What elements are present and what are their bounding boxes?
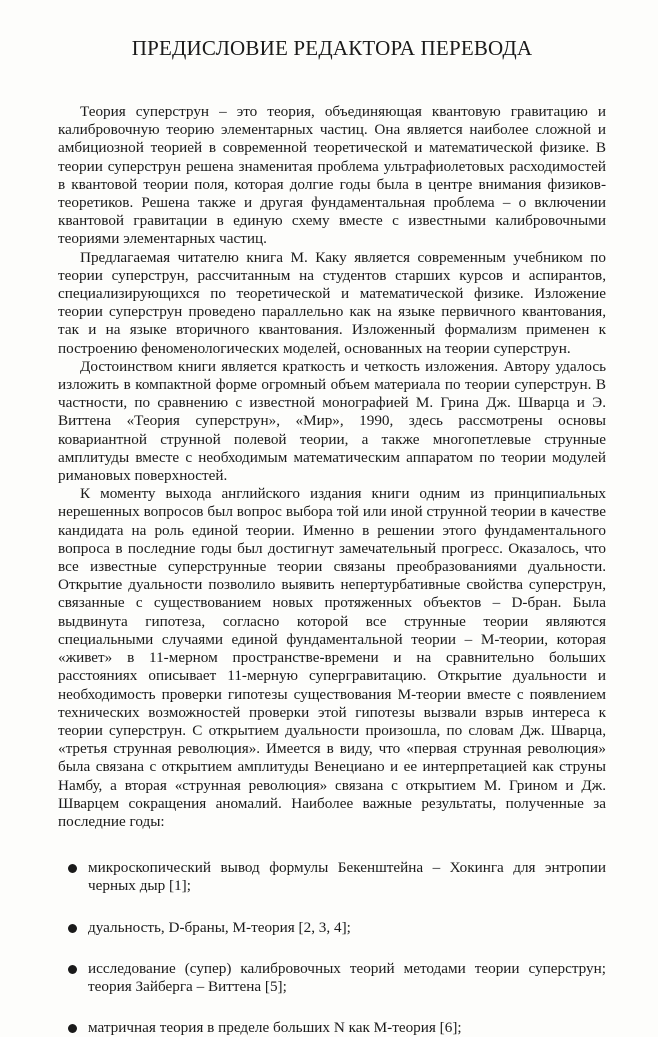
bullet-icon <box>68 924 77 933</box>
page-title: ПРЕДИСЛОВИЕ РЕДАКТОРА ПЕРЕВОДА <box>131 36 533 60</box>
bullet-icon <box>68 864 77 873</box>
list-item-text: исследование (супер) калибровочных теорий методами теории суперструн; теория Зайберга – Виттена [5]; <box>88 959 606 995</box>
list-item <box>68 960 606 996</box>
list-item <box>68 1019 606 1037</box>
paragraph-3: Достоинством книги является краткость и четкость изложения. Автору удалось изложить в компактной форме огромный объем материала по теории суперструн. В частности, по сравнению с известной монографией М. Грина Дж. Шварца и Э. Виттена «Теория суперструн», «Мир», 1990, здесь рассмотрены основы ковариантной струнной полевой теории, а также многопетлевые струнные амплитуды вместе с необходимым математическим аппаратом по теории модулей римановых поверхностей. <box>58 357 606 485</box>
list-item-text: дуальность, D-браны, М-теория [2, 3, 4]; <box>88 918 351 936</box>
paragraph-4: К моменту выхода английского издания книги одним из принципиальных нерешенных вопросов был вопрос выбора той или иной струнной теории в качестве кандидата на роль единой теории. Именно в решении этого фундаментального вопроса в последние годы был достигнут замечательный прогресс. Оказалось, что все известные суперструнные теории связаны преобразованиями дуальности. Открытие дуальности позволило выявить непертурбативные свойства суперструн, связанные с существованием новых протяженных объектов – D-бран. Была выдвинута гипотеза, согласно которой все струнные теории являются специальными случаями единой фундаментальной теории – М-теории, которая «живет» в 11-мерном пространстве-времени и на сравнительно больших расстояниях описывает 11-мерную супергравитацию. Открытие дуальности и необходимость проверки гипотезы существования М-теории вместе с появлением технических возможностей проверки этой гипотезы вызвали взрыв интереса к теории суперструн. С открытием дуальности произошла, по словам Дж. Шварца, «третья струнная революция». Имеется в виду, что «первая струнная революция» была связана с открытием амплитуды Венециано и ее интерпретацией как струны Намбу, а вторая «струнная революция» связана с открытием М. Грином и Дж. Шварцем сокращения аномалий. Наиболее важные результаты, полученные за последние годы: <box>58 485 606 830</box>
list-item-text: матричная теория в пределе больших N как М-теория [6]; <box>88 1019 462 1037</box>
bullet-icon <box>68 965 77 974</box>
list-item <box>68 859 606 895</box>
paragraph-2: Предлагаемая читателю книга М. Каку является современным учебником по теории суперструн, рассчитанным на студентов старших курсов и аспирантов, специализирующихся по теоретической и математической физике. Изложение теории суперструн проведено параллельно как на языке первичного квантования, так и на языке вторичного квантования. Изложенный формализм применен к построению феноменологических моделей, основанных на теории суперструн. <box>58 248 606 357</box>
results-list <box>58 859 606 1037</box>
list-item <box>68 919 606 937</box>
bullet-icon <box>68 1024 77 1033</box>
list-item-text: микроскопический вывод формулы Бекенштейна – Хокинга для энтропии черных дыр [1]; <box>88 859 606 895</box>
paragraph-1: Теория суперструн – это теория, объединяющая квантовую гравитацию и калибровочную теорию элементарных частиц. Она является наиболее сложной и амбициозной теорией в современной теоретической и математической физике. В теории суперструн решена знаменитая проблема ультрафиолетовых расходимостей в квантовой теории поля, которая долгие годы была в центре внимания физиков-теоретиков. Решена также и другая фундаментальная проблема – о включении квантовой гравитации в единую схему вместе с известными калибровочными теориями элементарных частиц. <box>58 103 606 248</box>
